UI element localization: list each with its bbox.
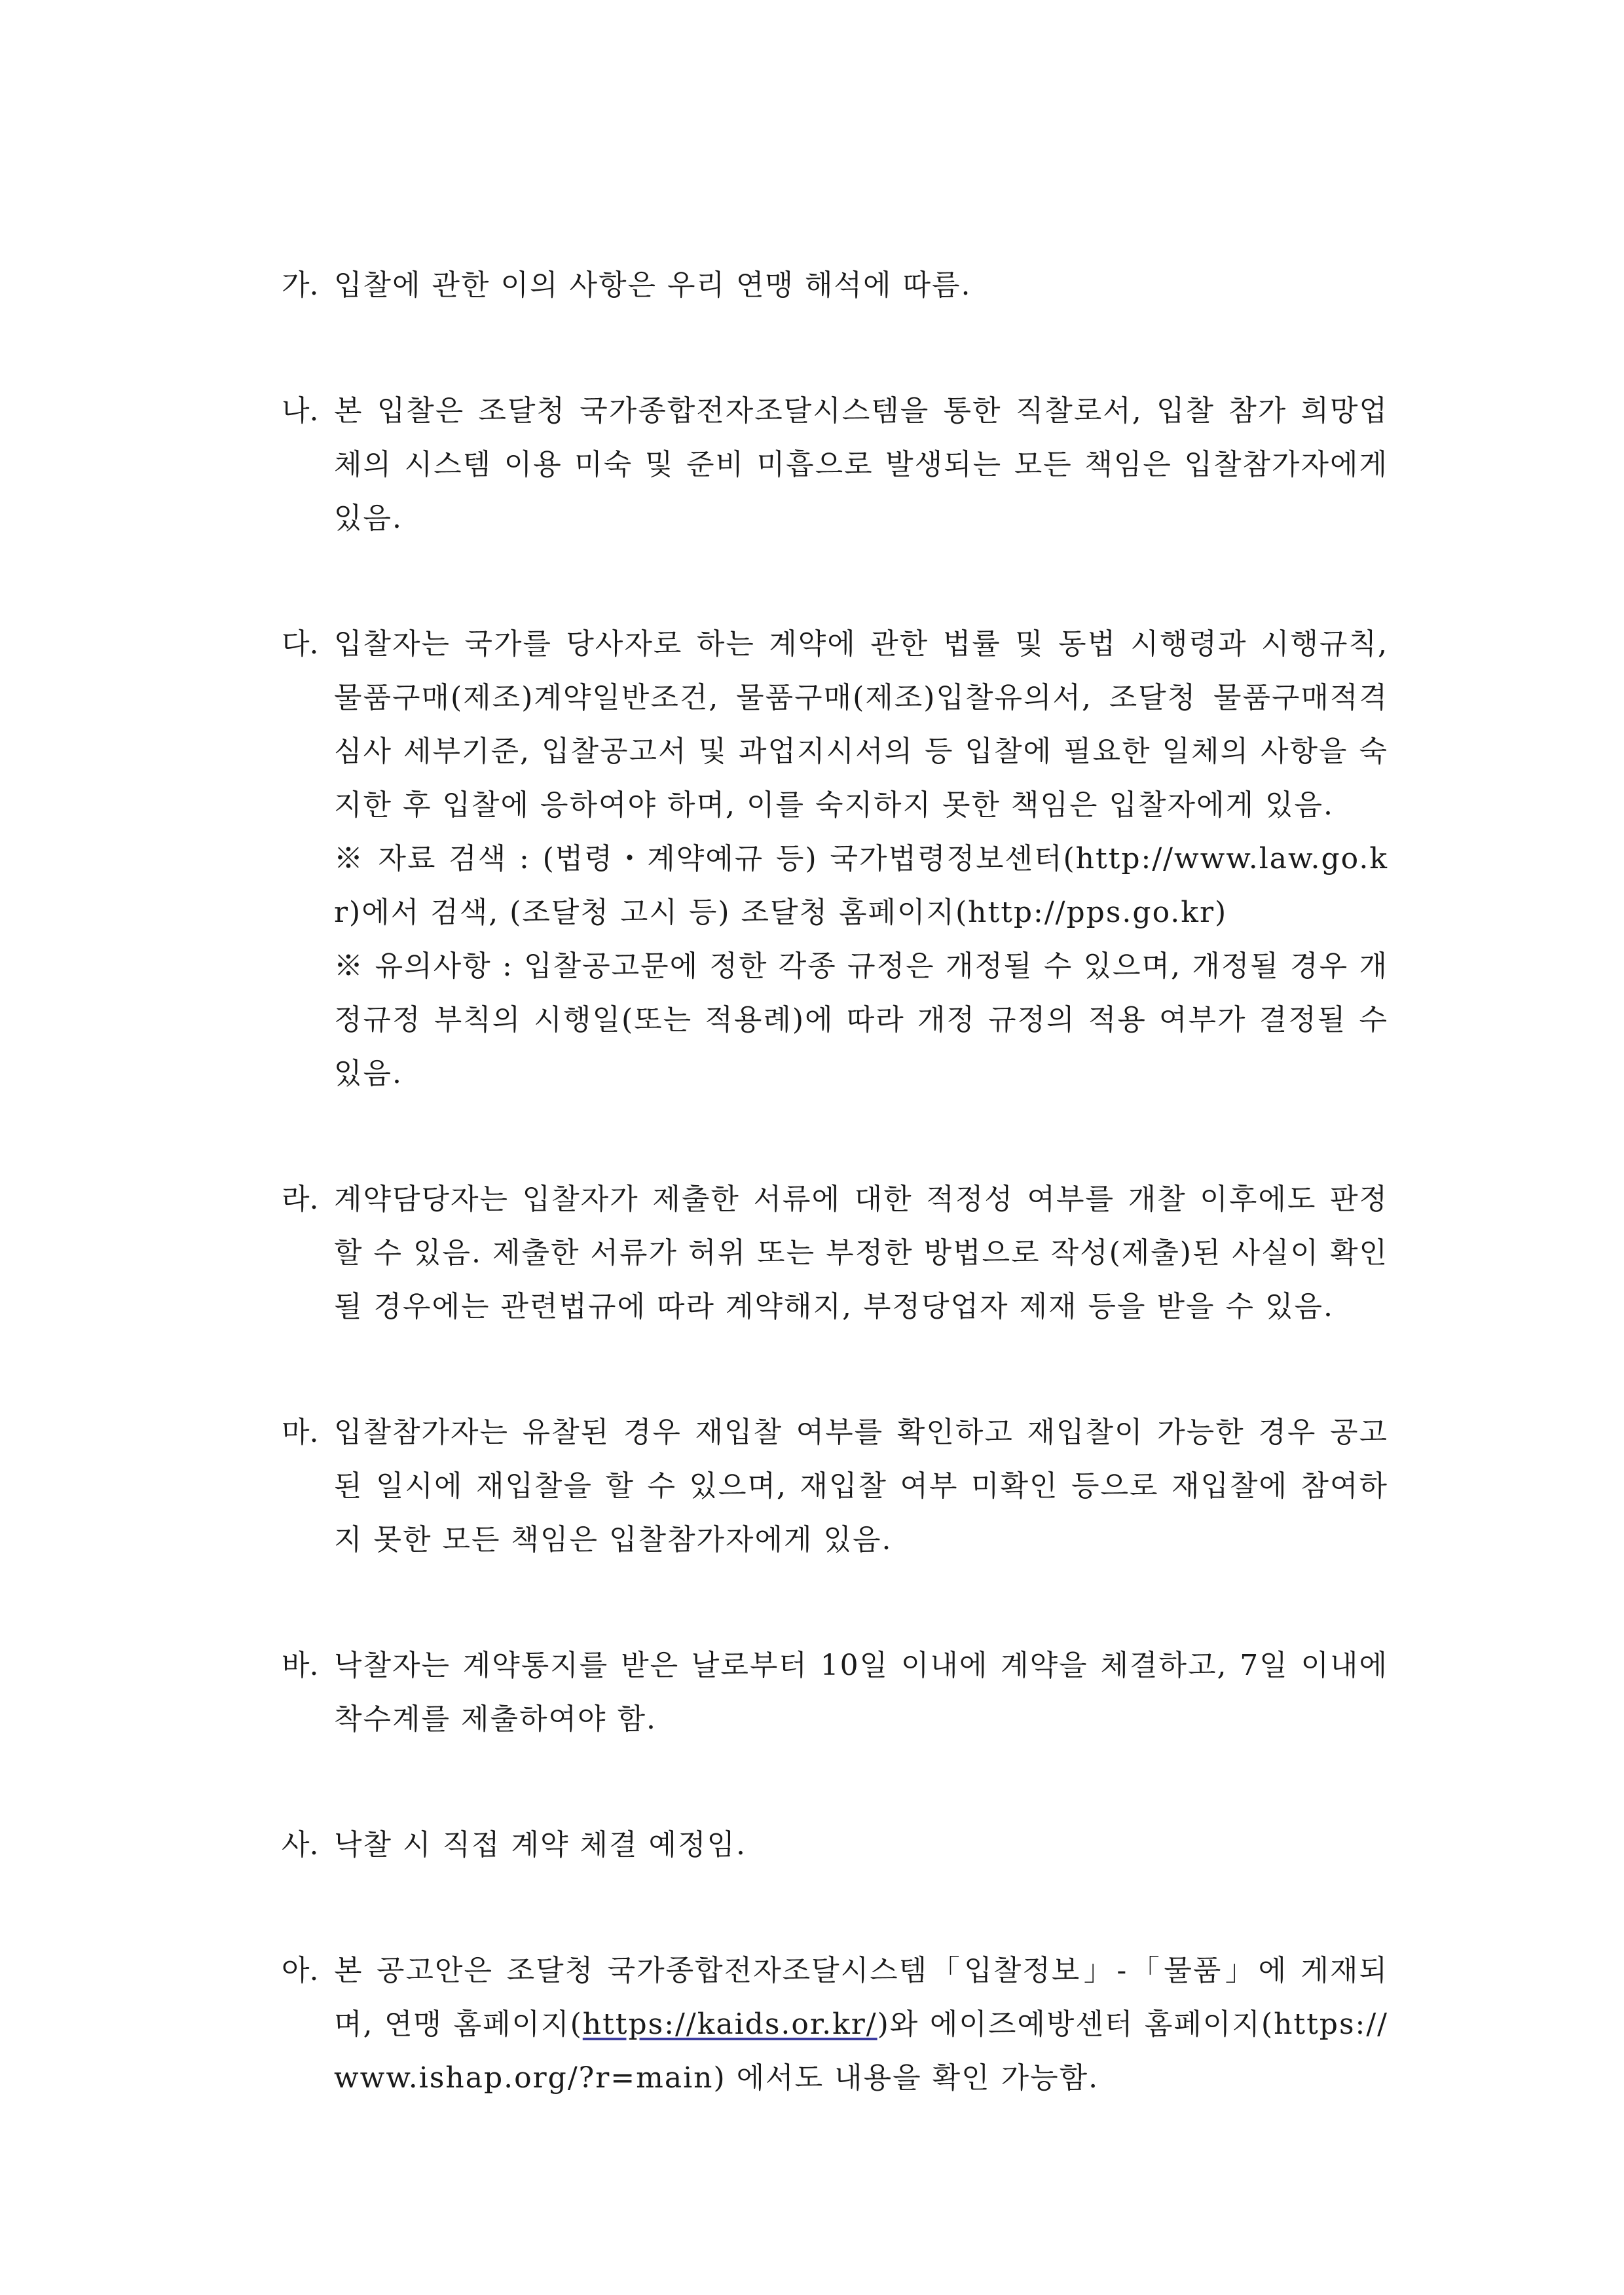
clause-body (334, 384, 1388, 545)
clause-sa (282, 1818, 1388, 1872)
clause-text: 입찰자는 국가를 당사자로 하는 계약에 관한 법률 및 동법 시행령과 시행규칙, 물품구매(제조)계약일반조건, 물품구매(제조)입찰유의서, 조달청 물품구매적격심사 세부기준, 입찰공고서 및 과업지시서의 등 입찰에 필요한 일체의 사항을 숙지한 후 입찰에 응하여야 하며, 이를 숙지하지 못한 책임은 입찰자에게 있음. (334, 627, 1388, 822)
clause-ga (282, 259, 1388, 312)
clause-text: 낙찰 시 직접 계약 체결 예정임. (334, 1828, 747, 1862)
clause-text: 입찰참가자는 유찰된 경우 재입찰 여부를 확인하고 재입찰이 가능한 경우 공고된 일시에 재입찰을 할 수 있으며, 재입찰 여부 미확인 등으로 재입찰에 참여하지 못한 모든 책임은 입찰참가자에게 있음. (334, 1416, 1388, 1556)
clause-body (334, 617, 1388, 1101)
clause-text: 낙찰자는 계약통지를 받은 날로부터 10일 이내에 계약을 체결하고, 7일 이내에 착수계를 제출하여야 함. (334, 1649, 1388, 1736)
clause-text-before-link: 본 공고안은 조달청 국가종합전자조달시스템「입찰정보」-「물품」에 게재되며, 연맹 홈페이지( (334, 1954, 1388, 2041)
clause-ra (282, 1173, 1388, 1334)
reference-note: ※ 자료 검색 : (법령・계약예규 등) 국가법령정보센터(http://www.law.go.kr)에서 검색, (조달청 고시 등) 조달청 홈페이지(http://pps.go.kr) (334, 842, 1388, 929)
clause-text: 입찰에 관한 이의 사항은 우리 연맹 해석에 따름. (334, 268, 972, 302)
clause-text (334, 1944, 1388, 2105)
clause-marker: 마. (282, 1416, 319, 1449)
clause-marker: 바. (282, 1649, 319, 1682)
clause-body (334, 259, 1388, 312)
clause-marker: 사. (282, 1828, 319, 1862)
clause-body (334, 1406, 1388, 1567)
clause-body (334, 1639, 1388, 1746)
clause-body (334, 1173, 1388, 1334)
clause-a (282, 1944, 1388, 2105)
clause-na (282, 384, 1388, 545)
clause-marker: 가. (282, 268, 319, 302)
clause-ma (282, 1406, 1388, 1567)
clause-da (282, 617, 1388, 1101)
clause-text-after-link: )와 에이즈예방센터 홈페이지(https://www.ishap.org/?r=main) 에서도 내용을 확인 가능함. (334, 2008, 1388, 2095)
clause-text: 본 입찰은 조달청 국가종합전자조달시스템을 통한 직찰로서, 입찰 참가 희망업체의 시스템 이용 미숙 및 준비 미흡으로 발생되는 모든 책임은 입찰참가자에게 있음. (334, 394, 1388, 535)
clause-ba (282, 1639, 1388, 1746)
document-page (282, 259, 1388, 2105)
clause-marker: 아. (282, 1954, 319, 1987)
caution-note: ※ 유의사항 : 입찰공고문에 정한 각종 규정은 개정될 수 있으며, 개정될 경우 개정규정 부칙의 시행일(또는 적용례)에 따라 개정 규정의 적용 여부가 결정될 수 있음. (334, 949, 1388, 1090)
clause-marker: 라. (282, 1183, 319, 1216)
clause-body (334, 1818, 1388, 1872)
clause-body (334, 1944, 1388, 2105)
clause-marker: 다. (282, 627, 319, 661)
clause-marker: 나. (282, 394, 319, 428)
kaids-homepage-link[interactable]: https://kaids.or.kr/ (582, 2008, 877, 2041)
clause-text: 계약담당자는 입찰자가 제출한 서류에 대한 적정성 여부를 개찰 이후에도 판정할 수 있음. 제출한 서류가 허위 또는 부정한 방법으로 작성(제출)된 사실이 확인될 경우에는 관련법규에 따라 계약해지, 부정당업자 제재 등을 받을 수 있음. (334, 1183, 1388, 1323)
